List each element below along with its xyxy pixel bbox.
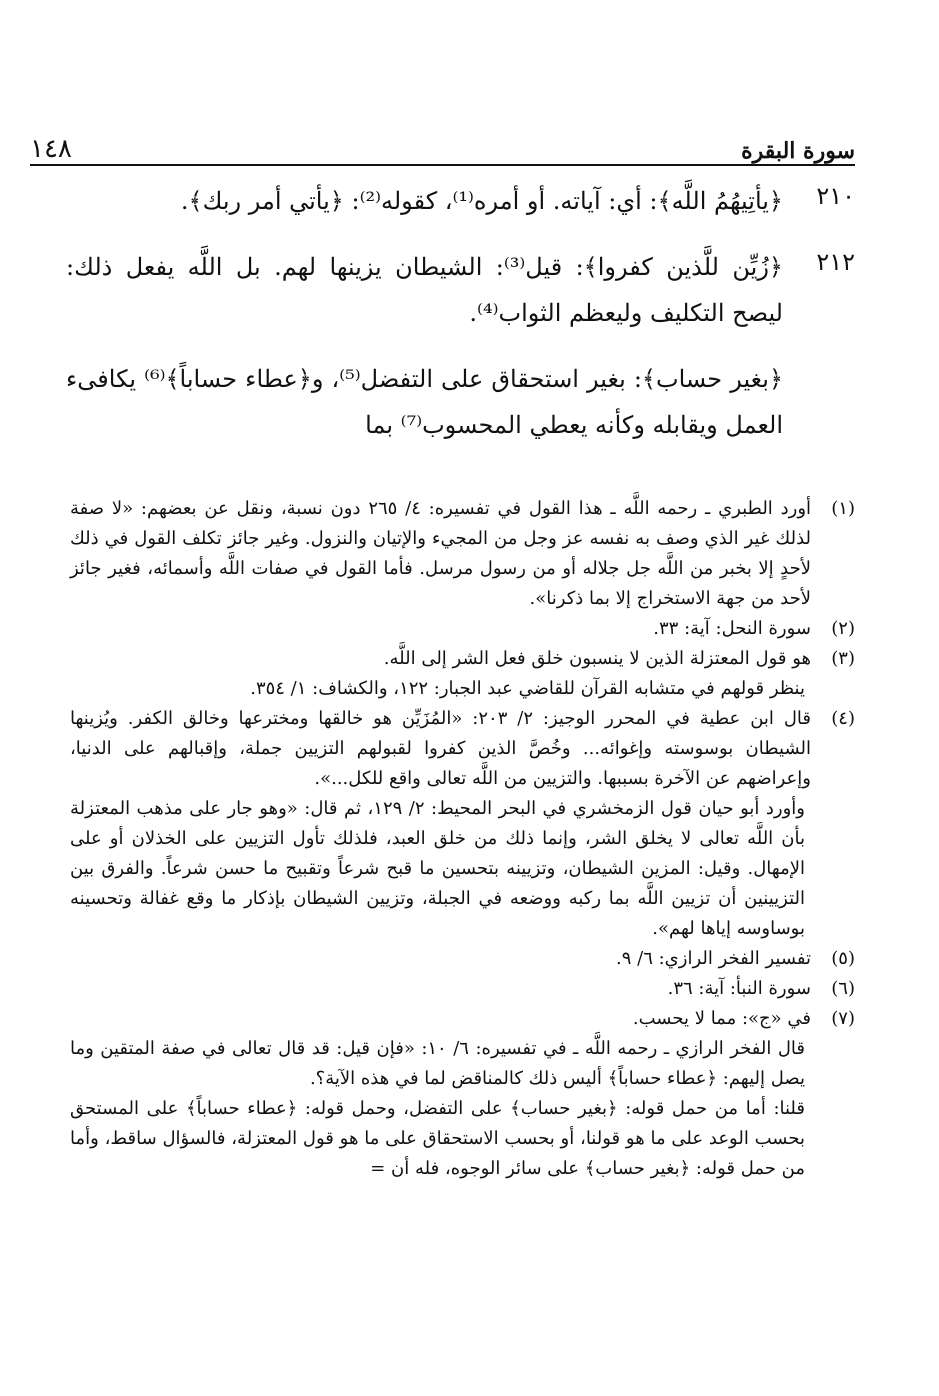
footnote-number: (٥) [831,948,855,969]
verse-number: ٢١٢ [816,248,855,276]
footnote-4 [70,704,855,944]
footnote-7 [70,1004,855,1184]
footnote-1 [70,494,855,614]
footnote-paragraph: في «ج»: مما لا يحسب. [632,1008,811,1029]
footnote-paragraph: قال ابن عطية في المحرر الوجيز: ٢/ ٢٠٣: «المُزَيِّن هو خالقها ومخترعها وخالق الكفر. ويُزينها الشيطان بوسوسته وإغوائه... وخُصَّ الذين كفروا لقبولهم التزيين جملة، وإقبالهم على الدنيا، وإعراضهم عن الآخرة بسببها. والتزيين من اللَّه تعالى واقع للكل...». [70,708,811,789]
page-number: ١٤٨ [30,134,72,164]
footnote-3 [70,644,855,704]
footnote-body [70,644,811,704]
footnote-body [70,614,811,644]
entry-verse-210 [66,178,855,224]
footnote-paragraph: سورة النحل: آية: ٣٣. [653,618,811,639]
footnote-paragraph: وأورد أبو حيان قول الزمخشري في البحر المحيط: ٢/ ١٢٩، ثم قال: «وهو جار على مذهب المعتزلة بأن اللَّه تعالى لا يخلق الشر، وإنما ذلك من خلق العبد، فلذلك تأول التزيين على الخذلان أو على الإمهال. وقيل: المزين الشيطان، وتزيينه بتحسين ما قبح شرعاً وتقبيح ما حسن شرعاً. والفرق بين التزيينين أن تزيين اللَّه بما ركبه ووضعه في الجبلة، وتزيين الشيطان بإذكار ما وقع غفالة وتحسينه بوساوسه إياها لهم». [70,798,805,939]
page-header [30,128,855,166]
footnote-number: (١) [831,498,855,519]
main-text [66,178,855,468]
footnote-6 [70,974,855,1004]
footnote-paragraph: تفسير الفخر الرازي: ٦/ ٩. [616,948,811,969]
footnote-paragraph: أورد الطبري ـ رحمه اللَّه ـ هذا القول في تفسيره: ٤/ ٢٦٥ دون نسبة، ونقل عن بعضهم: «لا صفة لذلك غير الذي وصف به نفسه عز وجل من المجيء والإتيان والنزول. وغير جائز تكلف القول في ذلك لأحدٍ إلا بخبر من اللَّه جل جلاله أو من رسول مرسل. فأما القول في صفات اللَّه وأسمائه، فغير جائز لأحد من جهة الاستخراج إلا بما ذكرنا». [70,498,812,609]
entry-bighayr-hisab [66,356,855,448]
footnote-number: (٦) [831,978,855,999]
footnote-number: (٤) [831,708,855,729]
footnote-number: (٢) [831,618,855,639]
entry-verse-212 [66,244,855,336]
footnote-body [70,494,811,614]
entry-text: ﴿زُيِّن للَّذين كفروا﴾: قيل⁽³⁾: الشيطان يزينها لهم. بل اللَّه يفعل ذلك: ليصح التكليف وليعظم الثواب⁽⁴⁾. [66,253,783,327]
footnote-paragraph: قال الفخر الرازي ـ رحمه اللَّه ـ في تفسيره: ٦/ ١٠: «فإن قيل: قد قال تعالى في صفة المتقين وما يصل إليهم: ﴿عطاء حساباً﴾ أليس ذلك كالمناقض لما في هذه الآية؟. [70,1038,805,1089]
footnote-paragraph: قلنا: أما من حمل قوله: ﴿بغير حساب﴾ على التفضل، وحمل قوله: ﴿عطاء حساباً﴾ على المستحق بحسب الوعد على ما هو قولنا، أو بحسب الاستحقاق على ما هو قول المعتزلة، فالسؤال ساقط، وأما من حمل قوله: ﴿بغير حساب﴾ على سائر الوجوه، فله أن = [70,1098,805,1179]
footnote-paragraph: سورة النبأ: آية: ٣٦. [667,978,811,999]
footnote-body [70,704,811,944]
footnotes [70,494,855,1184]
footnote-body [70,974,811,1004]
footnote-paragraph: ينظر قولهم في متشابه القرآن للقاضي عبد الجبار: ١٢٢، والكشاف: ١/ ٣٥٤. [250,678,805,699]
footnote-body [70,944,811,974]
footnote-number: (٣) [831,648,855,669]
footnote-5 [70,944,855,974]
footnote-body [70,1004,811,1184]
entry-text: ﴿بغير حساب﴾: بغير استحقاق على التفضل⁽⁵⁾، و﴿عطاء حساباً﴾⁽⁶⁾ يكافىء العمل ويقابله وكأنه يعطي المحسوب⁽⁷⁾ بما [66,365,784,439]
entry-text: ﴿يأتِيهُمُ اللَّه﴾: أي: آياته. أو أمره⁽¹⁾، كقوله⁽²⁾: ﴿يأتي أمر ربك﴾. [180,187,783,215]
footnote-number: (٧) [831,1008,855,1029]
footnote-2 [70,614,855,644]
book-page [30,0,885,1396]
surah-title: سورة البقرة [741,138,855,164]
verse-number: ٢١٠ [816,182,855,210]
footnote-paragraph: هو قول المعتزلة الذين لا ينسبون خلق فعل الشر إلى اللَّه. [383,648,811,669]
